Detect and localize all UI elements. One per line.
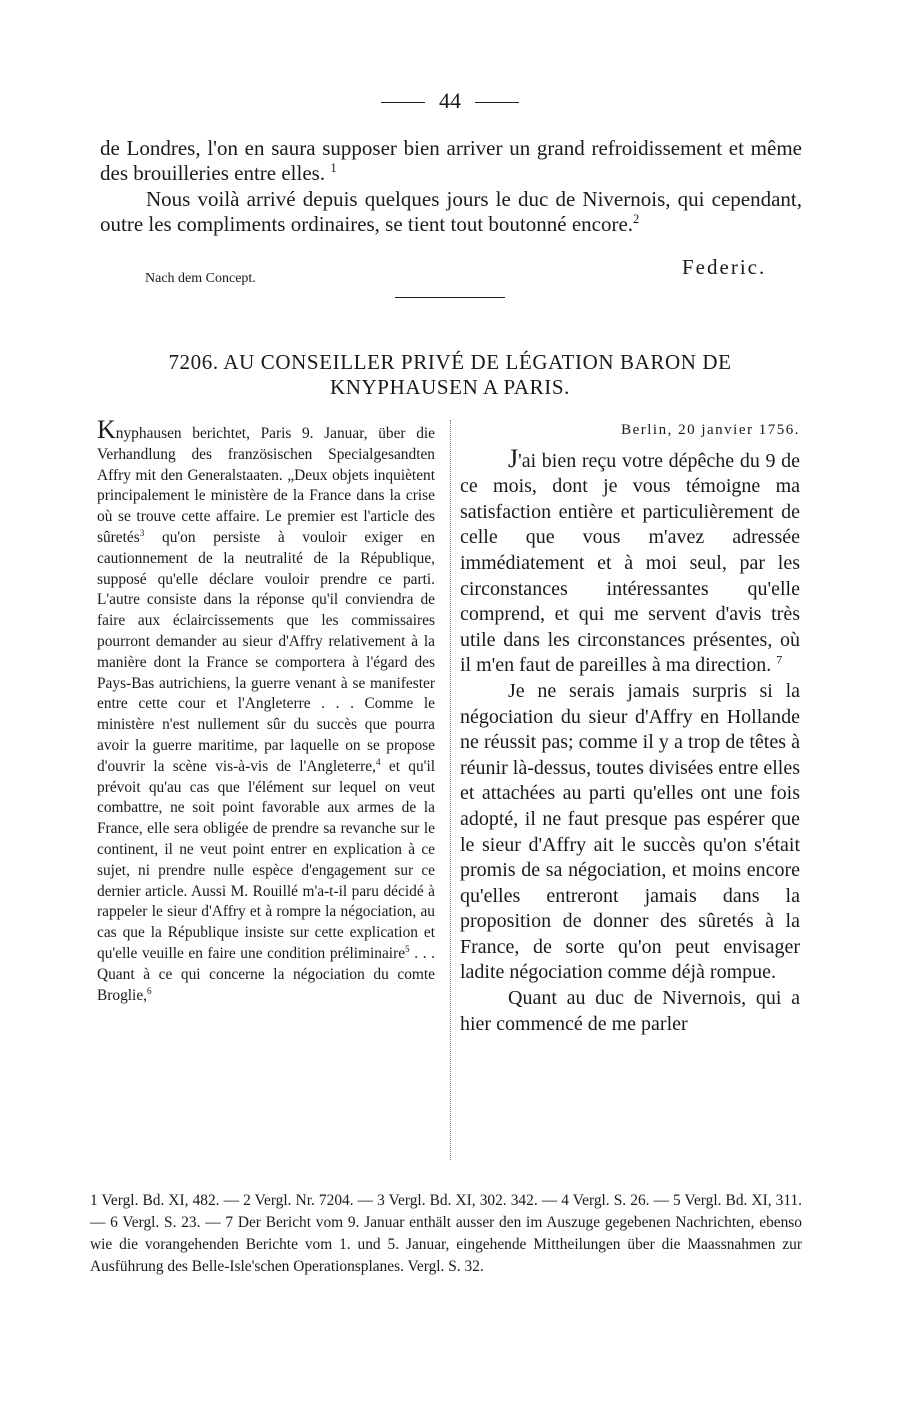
footnote-ref-5: 5: [405, 943, 410, 954]
letter-paragraph-2: Je ne serais jamais surpris si la négociation du sieur d'Affry en Hollande ne réussit pas; comme il y a trop de têtes à réunir là-dessus, toutes divisées entre elles et attachées au parti qu'elles ont une fois adopté, il ne faut presque pas espérer que le sieur d'Affry ait le succès qu'on s'était promis de sa négociation, et moins encore qu'elles entreront jamais dans la proposition de donner des sûretés à la France, de sorte qu'on peut envisager ladite négociation comme déjà rompue.: [460, 679, 800, 984]
section-heading: [110, 350, 790, 400]
source-note: Nach dem Concept.: [145, 271, 256, 286]
footnote-ref-1: 1: [330, 161, 337, 175]
section-divider: [395, 297, 505, 298]
footnotes: 1 Vergl. Bd. XI, 482. — 2 Vergl. Nr. 7204. — 3 Vergl. Bd. XI, 302. 342. — 4 Vergl. S. 26. — 5 Vergl. Bd. XI, 311. — 6 Vergl. S. 23. — 7 Der Bericht vom 9. Januar enthält ausser den im Auszuge gegebenen Nachrichten, ebenso wie die vorangehenden Berichte vom 1. und 5. Januar, eingehende Mittheilungen über die Maassnahmen zur Ausführung des Belle-Isle'schen Operationsplanes. Vergl. S. 32.: [90, 1192, 802, 1275]
letter-column: [460, 418, 800, 1037]
footnote-ref-3: 3: [139, 527, 145, 538]
footnote-ref-6: 6: [147, 985, 152, 996]
letter-paragraph-3: Quant au duc de Nivernois, qui a hier commencé de me parler: [460, 987, 800, 1035]
summary-dropcap: K: [97, 415, 116, 444]
summary-text-a: nyphausen berichtet, Paris 9. Januar, über die Verhandlung des französischen Specialgesandten Affry mit den Generalstaaten. „Deux objets inquiètent principalement le ministère de la France dans la crise où se trouve cette affaire. Le premier est l'article des sûretés: [97, 425, 435, 546]
summary-text-c: et qu'il prévoit qu'au cas que l'élément sur lequel on veut combattre, ne soit point favorable aux armes de la France, elle sera obligée de prendre sa revanche sur le continent, il ne veut point entrer en explication à ce sujet, ni prendre nulle espèce d'engagement sur ce dernier article. Aussi M. Rouillé m'a-t-il paru décidé à rappeler le sieur d'Affry et à rompre la négociation, au cas que la République insiste sur cette explication et qu'elle veuille en faire une condition préliminaire: [97, 757, 435, 962]
column-divider: [450, 420, 451, 1160]
intro-text-2: Nous voilà arrivé depuis quelques jours le duc de Nivernois, qui cependant, outre les compliments ordinaires, se tient tout boutonné encore.: [100, 187, 802, 236]
footnote-ref-7: 7: [776, 652, 783, 667]
footnote-ref-2: 2: [633, 212, 640, 226]
letter-dropcap: J: [508, 443, 519, 473]
header-rule-right: [475, 102, 519, 103]
intro-text-1: de Londres, l'on en saura supposer bien arriver un grand refroidissement et même des brouilleries entre elles.: [100, 136, 802, 185]
letter-paragraph-1: [460, 443, 800, 679]
footnote-ref-4: 4: [375, 756, 381, 767]
letter-dateline: Berlin, 20 janvier 1756.: [621, 422, 800, 438]
page-header: [0, 88, 900, 114]
summary-column: [97, 415, 435, 1006]
intro-paragraph-1: [100, 136, 802, 186]
letter-text-1: 'ai bien reçu votre dépêche du 9 de ce mois, dont je vous témoigne ma satisfaction entière et particulièrement de celle que vous m'avez adressée immédiatement et à moi seul, par les circonstances intéressantes qu'elle comprend, et qui me servent d'avis très utile dans les circonstances présentes, où il m'en faut de pareilles à ma direction.: [460, 449, 800, 677]
signature: Federic.: [682, 255, 767, 279]
section-title: AU CONSEILLER PRIVÉ DE LÉGATION BARON DE KNYPHAUSEN A PARIS.: [223, 350, 732, 399]
header-rule-left: [381, 102, 425, 103]
intro-paragraph-2: [100, 187, 802, 237]
page-number: 44: [439, 88, 461, 113]
section-number: 7206.: [168, 350, 219, 374]
summary-text-d: . . . Quant à ce qui concerne la négociation du comte Broglie,: [97, 944, 435, 1004]
summary-text-b: qu'on persiste à vouloir exiger en cautionnement de la neutralité de la République, supposé qu'elle déclare vouloir prendre ce parti. L'autre consiste dans la réponse qu'il conviendra de faire aux éclaircissements que les commissaires pourront demander au sieur d'Affry relativement à la manière dont la France se comportera à l'égard des Pays-Bas autrichiens, la guerre venant à se manifester entre cette cour et l'Angleterre . . . Comme le ministère n'est nullement sûr du succès que pourra avoir la guerre maritime, par laquelle on se propose d'ouvrir la scène vis-à-vis de l'Angleterre,: [97, 528, 435, 775]
